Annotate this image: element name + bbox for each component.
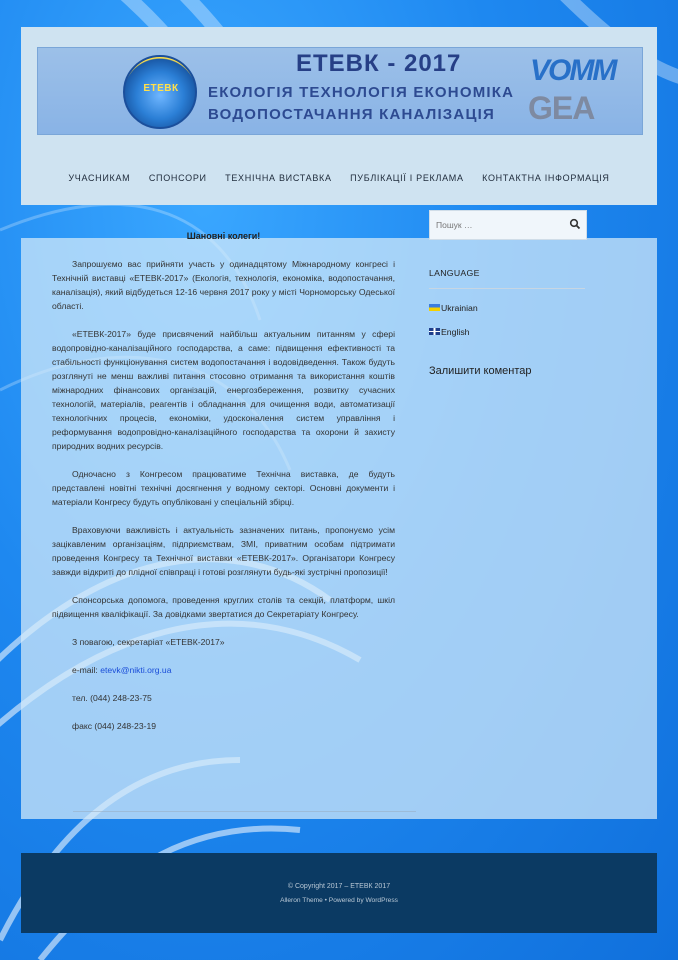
article-phone: тел. (044) 248-23-75: [72, 693, 152, 703]
vomm-logo: VOMM: [530, 54, 616, 87]
banner-title: ЕТЕВК - 2017: [296, 50, 462, 77]
logo-text: ЕТЕВК: [143, 83, 179, 94]
article-paragraph-4: Враховуючи важливість і актуальність зазначених питань, пропонуємо усім зацікавленим організаціям, підприємствам, ЗМІ, приватним особам підтримати проведення Конгресу та Технічної виставки «ЕТЕВК-2017». Організатори Конгресу завжди відкриті до плідної співпраці і готові розглянути будь-які зустрічні пропозиції!: [52, 525, 395, 577]
footer-credits[interactable]: Alleron Theme • Powered by WordPress: [280, 897, 398, 904]
article: [52, 229, 395, 747]
language-item-ukrainian[interactable]: [429, 303, 585, 313]
content-divider: [73, 811, 416, 812]
search-box: [429, 210, 587, 240]
gea-logo: GEA: [528, 90, 595, 126]
email-label: e-mail:: [72, 665, 98, 675]
article-regards: З повагою, секретаріат «ЕТЕВК-2017»: [72, 637, 225, 647]
article-paragraph-5: Спонсорська допомога, проведення круглих столів та секцій, платформ, шкіл підвищення кваліфікації. За довідками звертатися до Секретаріату Конгресу.: [52, 595, 395, 619]
nav-item-exhibition[interactable]: ТЕХНІЧНА ВИСТАВКА: [225, 173, 332, 183]
article-email-line: [52, 663, 395, 677]
banner-subtitle-1: ЕКОЛОГІЯ ТЕХНОЛОГІЯ ЕКОНОМІКА: [208, 84, 515, 101]
article-paragraph-1: Запрошуємо вас прийняти участь у одинадцятому Міжнародному конгресі і Технічній виставці «ЕТЕВК-2017» (Екологія, технологія, економіка, водопостачання, каналізація), який відбудеться 12-16 червня 2017 року у місті Чорноморську Одеської області.: [52, 259, 395, 311]
language-label: English: [441, 327, 470, 337]
language-heading: LANGUAGE: [429, 268, 480, 278]
email-link[interactable]: etevk@nikti.org.ua: [100, 665, 172, 675]
etevk-logo: [123, 55, 197, 129]
nav-item-sponsors[interactable]: СПОНСОРИ: [148, 173, 207, 183]
main-nav: [21, 168, 657, 186]
language-label: Ukrainian: [441, 303, 478, 313]
article-heading: Шановні колеги!: [186, 231, 261, 241]
article-fax: факс (044) 248-23-19: [72, 721, 157, 731]
header-banner[interactable]: [37, 47, 643, 135]
nav-item-participants[interactable]: УЧАСНИКАМ: [68, 173, 131, 183]
article-paragraph-3: Одночасно з Конгресом працюватиме Технічна виставка, де будуть представлені новітні технічні досягнення у водному секторі. Основні документи і матеріали Конгресу будуть опубліковані у спеціальній збірці.: [52, 469, 395, 507]
leave-comment-link[interactable]: Залишити коментар: [429, 365, 532, 377]
uk-flag-icon: [429, 328, 440, 335]
banner-subtitle-2: ВОДОПОСТАЧАННЯ КАНАЛІЗАЦІЯ: [208, 106, 495, 123]
site-header: [21, 27, 657, 205]
article-paragraph-2: «ЕТЕВК-2017» буде присвячений найбільш актуальним питанням у сфері водопровідно-каналізаційного господарства, а саме: підвищення ефективності та стабільності функціонування систем водопостачання і водовідведення. Також будуть розглянуті не менш важливі питання стосовно отримання та використання коштів міжнародних фінансових організацій, енергозбереження, розвитку сучасних технологій, матеріалів, реагентів і обладнання для очищення води, автоматизації технологічних процесів, економіки, удосконалення систем управління і реформування водопровідно-каналізаційного господарства та охорони й захисту природних водних ресурсів.: [52, 329, 395, 451]
search-icon[interactable]: [568, 217, 582, 231]
sidebar-divider: [429, 288, 585, 289]
ukraine-flag-icon: [429, 304, 440, 311]
sidebar: [429, 210, 585, 377]
language-item-english[interactable]: [429, 327, 585, 337]
footer-copyright: © Copyright 2017 – ЕТЕВК 2017: [287, 883, 391, 890]
site-footer: [21, 853, 657, 933]
nav-item-contacts[interactable]: КОНТАКТНА ІНФОРМАЦІЯ: [482, 173, 610, 183]
nav-item-publications[interactable]: ПУБЛІКАЦІЇ І РЕКЛАМА: [350, 173, 464, 183]
search-input[interactable]: [434, 217, 558, 233]
